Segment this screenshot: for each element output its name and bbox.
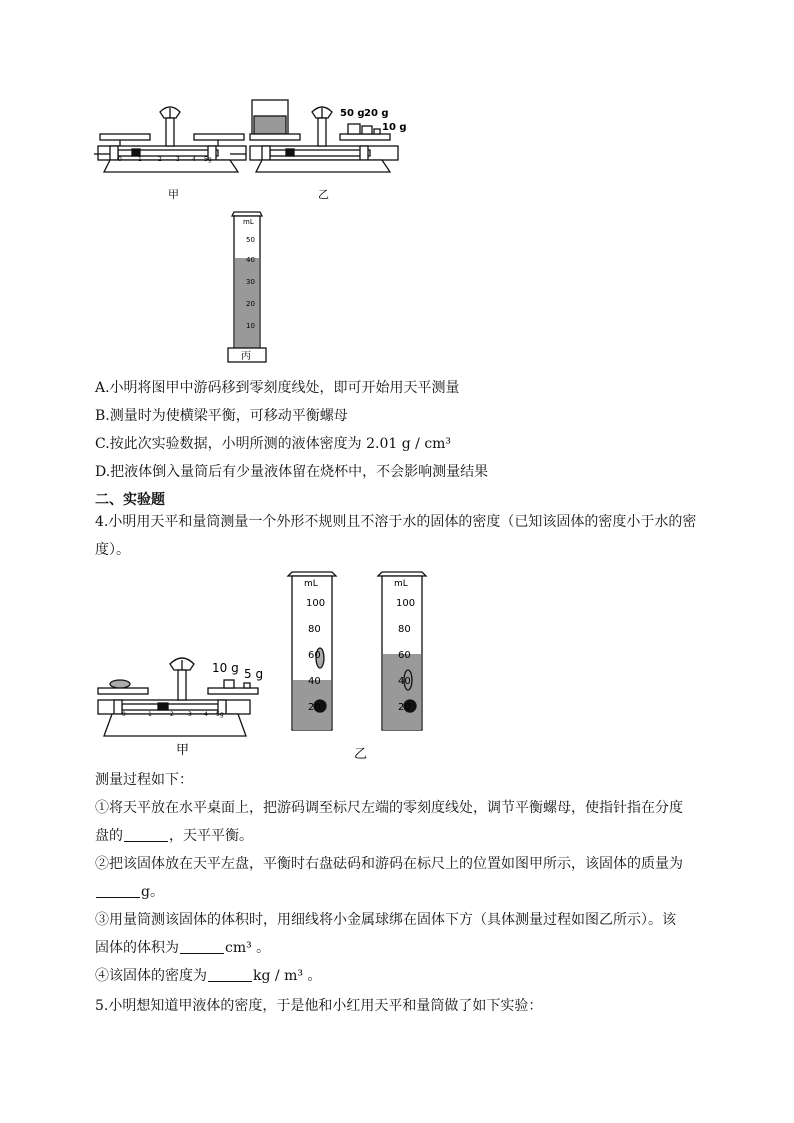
fig2-scale-tick-4: 4	[204, 711, 208, 718]
fig1-scale-tick-0: 0	[118, 156, 122, 163]
answer-blank-4[interactable]	[208, 967, 252, 982]
step4-pre: ④该固体的密度为	[95, 968, 207, 984]
fig1-cyl-tick-20: 20	[246, 300, 255, 308]
fig2-c2-tick-20: 20	[398, 702, 411, 713]
step2-post: g。	[141, 884, 164, 900]
answer-blank-2[interactable]	[96, 883, 140, 898]
answer-blank-3[interactable]	[180, 939, 224, 954]
option-c: C.按此次实验数据，小明所测的液体密度为 2.01 g / cm³	[95, 436, 452, 452]
process-title: 测量过程如下：	[95, 772, 193, 788]
fig2-c1-tick-40: 40	[308, 676, 321, 687]
section-title: 二、实验题	[95, 492, 165, 508]
figure-1	[90, 90, 420, 372]
fig2-scale-tick-0: 0	[122, 711, 126, 718]
step2-line1: ②把该固体放在天平左盘，平衡时右盘砝码和游码在标尺上的位置如图甲所示，该固体的质量为	[95, 856, 683, 872]
step1-line1: ①将天平放在水平桌面上，把游码调至标尺左端的零刻度线处，调节平衡螺母，使指针指在分度	[95, 800, 683, 816]
fig2-scale-tick-1: 1	[148, 711, 152, 718]
fig1-label-yi: 乙	[318, 188, 329, 201]
option-a: A.小明将图甲中游码移到零刻度线处，即可开始用天平测量	[95, 380, 460, 396]
fig2-c2-unit: mL	[394, 579, 408, 589]
figure-2	[92, 568, 452, 764]
fig2-weight-5g: 5 g	[244, 667, 264, 681]
step3-post: cm³ 。	[225, 940, 271, 956]
step2-line2	[95, 882, 164, 902]
fig2-scale-tick-3: 3	[188, 711, 192, 718]
fig1-label-bing: 丙	[241, 351, 251, 362]
fig1-cyl-tick-50: 50	[246, 236, 255, 244]
step4-line	[95, 966, 321, 986]
step4-post: kg / m³ 。	[253, 968, 322, 984]
fig2-scale-tick-2: 2	[170, 711, 174, 718]
fig1-scale-tick-3: 3	[176, 156, 180, 163]
fig2-c1-tick-60: 60	[308, 650, 321, 661]
fig2-c2-tick-60: 60	[398, 650, 411, 661]
option-d: D.把液体倒入量筒后有少量液体留在烧杯中，不会影响测量结果	[95, 464, 489, 480]
fig2-scale-tick-5: 5g	[216, 711, 224, 718]
cylinder-bing	[228, 212, 266, 362]
fig2-weight-10g: 10 g	[212, 661, 239, 675]
fig2-c2-tick-100: 100	[396, 598, 416, 609]
fig1-cyl-tick-10: 10	[246, 322, 255, 330]
option-b: B.测量时为使横梁平衡，可移动平衡螺母	[95, 408, 348, 424]
fig2-c1-tick-100: 100	[306, 598, 326, 609]
step1-pre: 盘的	[95, 828, 123, 844]
fig1-cylinder-unit: mL	[243, 218, 254, 226]
step1-post: ，天平平衡。	[169, 828, 253, 844]
fig1-scale-tick-5: 5g	[204, 156, 212, 163]
fig2-label-yi: 乙	[354, 747, 368, 762]
q4-text-line1: 4.小明用天平和量筒测量一个外形不规则且不溶于水的固体的密度（已知该固体的密度小于水的密	[95, 514, 697, 530]
fig1-weight-20g: 20 g	[364, 108, 389, 119]
fig2-c2-tick-80: 80	[398, 624, 411, 635]
fig1-cyl-tick-40: 40	[246, 256, 255, 264]
fig1-weight-50g: 50 g	[340, 108, 365, 119]
fig2-c1-tick-20: 20	[308, 702, 321, 713]
answer-blank-1[interactable]	[124, 827, 168, 842]
q4-text-line2: 度）。	[95, 542, 130, 558]
fig1-scale-tick-2: 2	[158, 156, 162, 163]
fig1-scale-tick-4: 4	[192, 156, 196, 163]
fig1-scale-tick-1: 1	[138, 156, 142, 163]
fig1-cyl-tick-30: 30	[246, 278, 255, 286]
q5-text: 5.小明想知道甲液体的密度，于是他和小红用天平和量筒做了如下实验：	[95, 998, 543, 1014]
fig1-weight-10g: 10 g	[382, 122, 407, 133]
fig2-c1-unit: mL	[304, 579, 318, 589]
fig1-label-jia: 甲	[168, 188, 179, 201]
step3-line2	[95, 938, 270, 958]
balance-jia	[94, 107, 246, 172]
step1-line2	[95, 826, 253, 846]
step3-line1: ③用量筒测该固体的体积时，用细线将小金属球绑在固体下方（具体测量过程如图乙所示）。该	[95, 912, 676, 928]
step3-pre: 固体的体积为	[95, 940, 179, 956]
fig2-c1-tick-80: 80	[308, 624, 321, 635]
fig2-label-jia: 甲	[176, 743, 190, 758]
fig2-c2-tick-40: 40	[398, 676, 411, 687]
